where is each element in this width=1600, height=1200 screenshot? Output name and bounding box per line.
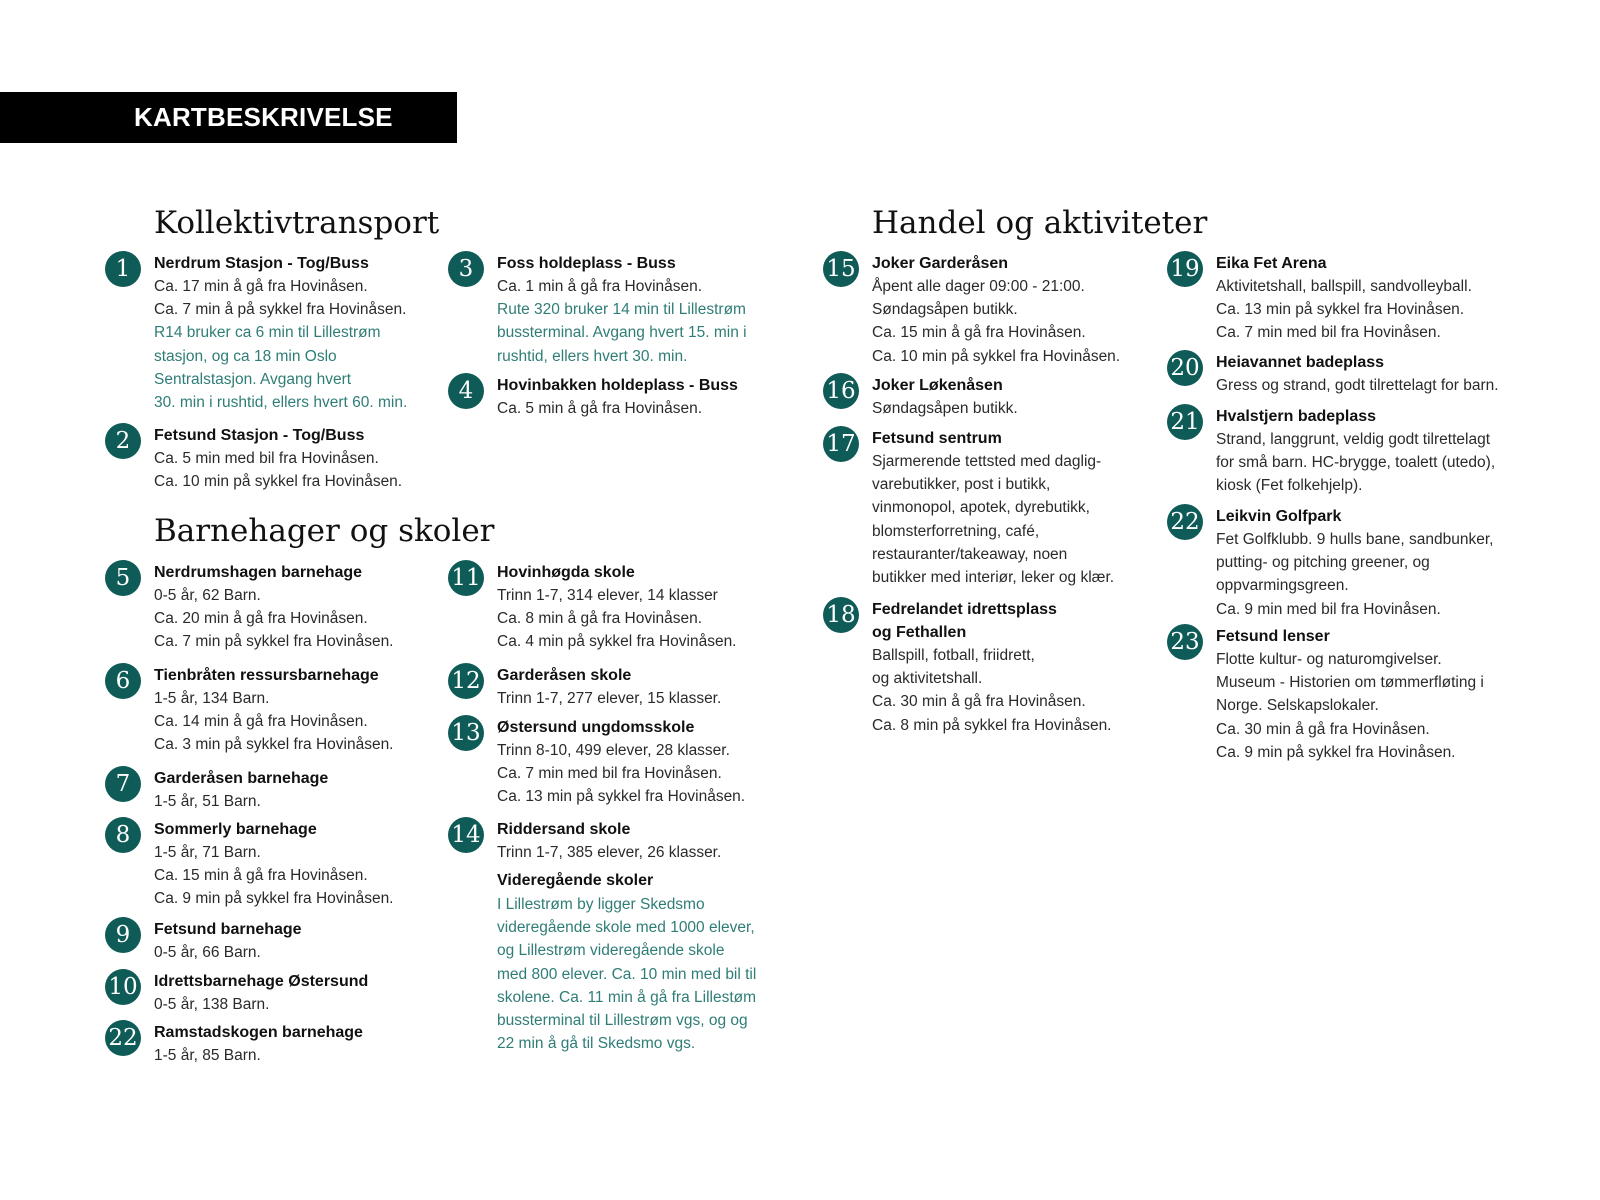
entry-15	[826, 252, 1172, 368]
entry-detail: vinmonopol, apotek, dyrebutikk,	[872, 499, 1090, 517]
number-badge: 11	[448, 560, 484, 596]
number-badge: 17	[823, 426, 859, 462]
number-badge: 9	[105, 917, 141, 953]
number-badge: 5	[105, 560, 141, 596]
entry-detail: Ca. 7 min på sykkel fra Hovinåsen.	[154, 633, 394, 651]
entry-detail: 0-5 år, 138 Barn.	[154, 996, 270, 1013]
entry-detail: Ballspill, fotball, friidrett,	[872, 647, 1035, 664]
entry-title: Hovinhøgda skole	[497, 564, 635, 581]
entry-detail: og aktivitetshall.	[872, 670, 983, 688]
entry-detail: Ca. 3 min på sykkel fra Hovinåsen.	[154, 736, 394, 754]
entry-detail: Ca. 13 min på sykkel fra Hovinåsen.	[1216, 301, 1465, 319]
entry-transit-info: R14 bruker ca 6 min til Lillestrøm	[154, 324, 381, 342]
entry-detail: Ca. 20 min å gå fra Hovinåsen.	[154, 610, 368, 628]
entry-detail: Ca. 7 min med bil fra Hovinåsen.	[497, 765, 722, 783]
entry-12	[451, 664, 797, 710]
entry-detail: Ca. 5 min med bil fra Hovinåsen.	[154, 450, 379, 467]
entry-detail: kiosk (Fet folkehjelp).	[1216, 477, 1363, 495]
entry-16	[826, 374, 1172, 420]
entry-transit-info: rushtid, ellers hvert 30. min.	[497, 347, 688, 365]
entry-detail: Ca. 13 min på sykkel fra Hovinåsen.	[497, 788, 746, 806]
entry-transit-info: Rute 320 bruker 14 min til Lillestrøm	[497, 301, 746, 319]
entry-13	[451, 716, 797, 809]
entry-14	[451, 818, 797, 864]
entry-21	[1170, 405, 1516, 498]
number-badge: 21	[1167, 404, 1203, 440]
entry-detail: Søndagsåpen butikk.	[872, 400, 1018, 417]
entry-detail: Åpent alle dager 09:00 - 21:00.	[872, 278, 1085, 295]
entry-title: Joker Garderåsen	[872, 255, 1009, 272]
number-badge: 12	[448, 663, 484, 699]
entry-1	[115, 252, 454, 414]
entry-title: Idrettsbarnehage Østersund	[154, 973, 369, 990]
entry-detail: Ca. 8 min å gå fra Hovinåsen.	[497, 610, 703, 628]
entry-6	[115, 664, 454, 757]
page-banner: KARTBESKRIVELSE	[0, 92, 457, 143]
entry-18	[826, 598, 1172, 737]
entry-detail: Ca. 15 min å gå fra Hovinåsen.	[872, 324, 1086, 342]
entry-title: Fetsund sentrum	[872, 430, 1002, 447]
number-badge: 18	[823, 597, 859, 633]
entry-title: Garderåsen barnehage	[154, 770, 329, 787]
entry-detail: Trinn 8-10, 499 elever, 28 klasser.	[497, 742, 730, 759]
entry-8	[115, 818, 454, 911]
number-badge: 7	[105, 766, 141, 802]
entry-title: Nerdrumshagen barnehage	[154, 564, 363, 581]
entry-4	[458, 374, 797, 420]
entry-detail: oppvarmingsgreen.	[1216, 577, 1349, 595]
entry-detail: 0-5 år, 62 Barn.	[154, 587, 261, 604]
entry-title-cont: og Fethallen	[872, 624, 967, 641]
entry-detail: Strand, langgrunt, veldig godt tilrettelagt	[1216, 431, 1491, 448]
entry-title: Leikvin Golfpark	[1216, 508, 1342, 525]
entry-detail: 1-5 år, 134 Barn.	[154, 690, 270, 707]
entry-detail: varebutikker, post i butikk,	[872, 476, 1051, 494]
number-badge: 20	[1167, 350, 1203, 386]
entry-detail: Museum - Historien om tømmerfløting i	[1216, 674, 1484, 692]
number-badge: 15	[823, 251, 859, 287]
entry-title: Fetsund lenser	[1216, 628, 1330, 645]
entry-detail: 1-5 år, 71 Barn.	[154, 844, 261, 861]
entry-detail: Ca. 17 min å gå fra Hovinåsen.	[154, 278, 368, 295]
entry-detail: Aktivitetshall, ballspill, sandvolleyball.	[1216, 278, 1472, 295]
number-badge: 10	[105, 969, 141, 1005]
entry-detail: restauranter/takeaway, noen	[872, 545, 1068, 563]
videregaende-line: I Lillestrøm by ligger Skedsmo	[497, 896, 705, 913]
entry-19	[1170, 252, 1516, 345]
entry-title: Fetsund Stasjon - Tog/Buss	[154, 427, 365, 444]
entry-detail: Ca. 9 min med bil fra Hovinåsen.	[1216, 600, 1441, 618]
entry-detail: Ca. 9 min på sykkel fra Hovinåsen.	[154, 890, 394, 908]
entry-title: Nerdrum Stasjon - Tog/Buss	[154, 255, 369, 272]
entry-transit-info: stasjon, og ca 18 min Oslo	[154, 347, 337, 365]
number-badge: 3	[448, 251, 484, 287]
videregaende-title: Videregående skoler	[497, 872, 654, 889]
entry-detail: Ca. 10 min på sykkel fra Hovinåsen.	[154, 473, 403, 491]
entry-detail: Ca. 10 min på sykkel fra Hovinåsen.	[872, 347, 1121, 365]
heading-shops: Handel og aktiviteter	[872, 205, 1208, 241]
entry-title: Fetsund barnehage	[154, 921, 302, 938]
entry-detail: Ca. 7 min å på sykkel fra Hovinåsen.	[154, 301, 407, 319]
entry-22-ramstadskogen	[108, 1021, 454, 1067]
entry-detail: Ca. 30 min å gå fra Hovinåsen.	[1216, 720, 1430, 738]
entry-detail: Ca. 15 min å gå fra Hovinåsen.	[154, 867, 368, 885]
number-badge: 4	[448, 373, 484, 409]
entry-23	[1170, 625, 1516, 764]
entry-detail: putting- og pitching greener, og	[1216, 554, 1430, 572]
videregaende-line: skolene. Ca. 11 min å gå fra Lillestøm	[497, 988, 757, 1006]
entry-title: Tienbråten ressursbarnehage	[154, 667, 379, 684]
entry-transit-info: 30. min i rushtid, ellers hvert 60. min.	[154, 394, 408, 412]
number-badge: 1	[105, 251, 141, 287]
number-badge: 14	[448, 817, 484, 853]
entry-detail: Flotte kultur- og naturomgivelser.	[1216, 651, 1442, 668]
entry-17	[826, 427, 1172, 589]
entry-22-golfpark	[1170, 505, 1516, 621]
entry-detail: Ca. 4 min på sykkel fra Hovinåsen.	[497, 633, 737, 651]
entry-detail: Ca. 9 min på sykkel fra Hovinåsen.	[1216, 743, 1456, 761]
entry-detail: Ca. 5 min å gå fra Hovinåsen.	[497, 400, 703, 417]
entry-title: Garderåsen skole	[497, 667, 632, 684]
number-badge: 2	[105, 423, 141, 459]
entry-9	[115, 918, 454, 964]
number-badge: 13	[448, 715, 484, 751]
entry-11	[451, 561, 797, 654]
entry-title: Foss holdeplass - Buss	[497, 255, 676, 272]
number-badge: 22	[105, 1020, 141, 1056]
videregaende-line: videregående skole med 1000 elever,	[497, 919, 755, 937]
entry-detail: 1-5 år, 85 Barn.	[154, 1047, 261, 1064]
videregaende-line: og Lillestrøm videregående skole	[497, 942, 725, 960]
entry-detail: for små barn. HC-brygge, toalett (utedo),	[1216, 454, 1496, 472]
heading-schools: Barnehager og skoler	[154, 513, 495, 549]
entry-detail: Trinn 1-7, 277 elever, 15 klasser.	[497, 690, 722, 707]
number-badge: 22	[1167, 504, 1203, 540]
entry-detail: 0-5 år, 66 Barn.	[154, 944, 261, 961]
entry-detail: Norge. Selskapslokaler.	[1216, 697, 1379, 715]
entry-transit-info: Sentralstasjon. Avgang hvert	[154, 370, 352, 388]
entry-detail: Ca. 30 min å gå fra Hovinåsen.	[872, 693, 1086, 711]
number-badge: 8	[105, 817, 141, 853]
entry-title: Eika Fet Arena	[1216, 255, 1327, 272]
entry-7	[115, 767, 454, 813]
entry-20	[1170, 351, 1516, 397]
entry-title: Hvalstjern badeplass	[1216, 408, 1377, 425]
entry-detail: Ca. 14 min å gå fra Hovinåsen.	[154, 713, 368, 731]
entry-title: Heiavannet badeplass	[1216, 354, 1385, 371]
videregaende-line: bussterminal til Lillestrøm vgs, og og	[497, 1012, 748, 1030]
entry-title: Riddersand skole	[497, 821, 631, 838]
entry-5	[115, 561, 454, 654]
entry-2	[115, 424, 454, 493]
entry-title: Østersund ungdomsskole	[497, 719, 695, 736]
videregaende-line: med 800 elever. Ca. 10 min med bil til	[497, 965, 757, 983]
number-badge: 16	[823, 373, 859, 409]
entry-title: Ramstadskogen barnehage	[154, 1024, 363, 1041]
entry-detail: butikker med interiør, leker og klær.	[872, 569, 1115, 587]
entry-detail: 1-5 år, 51 Barn.	[154, 793, 261, 810]
entry-title: Sommerly barnehage	[154, 821, 317, 838]
entry-detail: blomsterforretning, café,	[872, 522, 1040, 540]
entry-title: Joker Løkenåsen	[872, 377, 1003, 394]
entry-detail: Gress og strand, godt tilrettelagt for barn.	[1216, 377, 1499, 394]
number-badge: 6	[105, 663, 141, 699]
entry-detail: Ca. 1 min å gå fra Hovinåsen.	[497, 278, 703, 295]
entry-10	[108, 970, 454, 1016]
entry-detail: Sjarmerende tettsted med daglig-	[872, 453, 1102, 470]
entry-transit-info: bussterminal. Avgang hvert 15. min i	[497, 324, 747, 342]
videregaende-line: 22 min å gå til Skedsmo vgs.	[497, 1035, 696, 1053]
entry-detail: Søndagsåpen butikk.	[872, 301, 1018, 319]
number-badge: 19	[1167, 251, 1203, 287]
entry-detail: Ca. 8 min på sykkel fra Hovinåsen.	[872, 716, 1112, 734]
entry-title: Hovinbakken holdeplass - Buss	[497, 377, 738, 394]
entry-detail: Trinn 1-7, 314 elever, 14 klasser	[497, 587, 718, 604]
number-badge: 23	[1167, 624, 1203, 660]
entry-detail: Ca. 7 min med bil fra Hovinåsen.	[1216, 324, 1441, 342]
entry-detail: Trinn 1-7, 385 elever, 26 klasser.	[497, 844, 722, 861]
videregaende-text	[497, 893, 756, 1055]
heading-transport: Kollektivtransport	[154, 205, 440, 241]
entry-detail: Fet Golfklubb. 9 hulls bane, sandbunker,	[1216, 531, 1494, 548]
entry-3	[458, 252, 797, 368]
entry-title: Fedrelandet idrettsplass	[872, 601, 1057, 618]
